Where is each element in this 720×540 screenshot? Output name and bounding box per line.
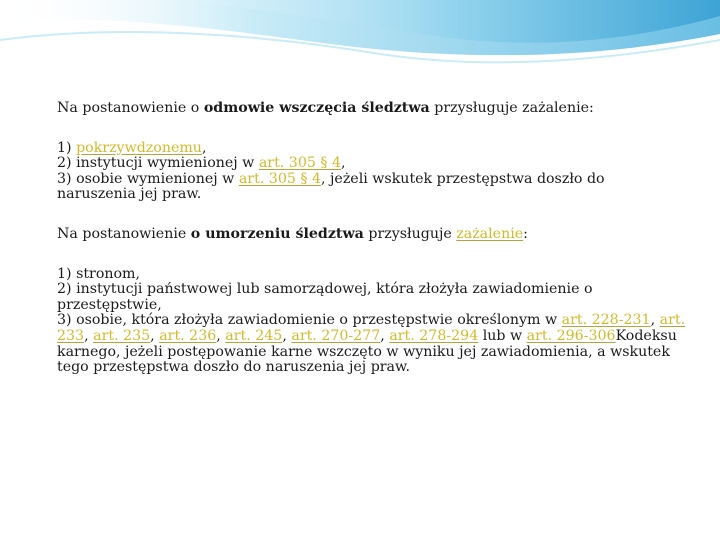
list-umorzenie bbox=[57, 267, 687, 376]
list-item: 2) instytucji wymienionej w art. 305 § 4, bbox=[57, 155, 346, 172]
list-odmowa bbox=[57, 141, 687, 203]
link-art[interactable]: art. 245 bbox=[225, 327, 283, 344]
link-art-305[interactable]: art. 305 § 4 bbox=[258, 155, 342, 172]
link-art[interactable]: art. 233 bbox=[57, 312, 686, 344]
list-item: 2) instytucji państwowej lub samorządowej, która złożyła zawiadomienie o przestępstwie, bbox=[57, 281, 593, 313]
paragraph-umorzenie: Na postanowienie o umorzeniu śledztwa przysługuje zażalenie: bbox=[57, 225, 528, 242]
paragraph-odmowa bbox=[57, 101, 687, 117]
text: Na postanowienie o bbox=[57, 100, 204, 116]
link-art[interactable]: art. 236 bbox=[159, 327, 217, 344]
bold-phrase: o umorzeniu śledztwa bbox=[190, 225, 364, 242]
link-art[interactable]: art. 278-294 bbox=[389, 327, 479, 344]
bold-phrase: odmowie wszczęcia śledztwa bbox=[203, 100, 430, 116]
link-art[interactable]: art. 296-306 bbox=[526, 327, 616, 344]
link-art[interactable]: art. 270-277 bbox=[291, 327, 381, 344]
list-item: 1) stronom, bbox=[57, 265, 141, 282]
link-art[interactable]: art. 235 bbox=[93, 327, 151, 344]
list-item: 3) osobie wymienionej w art. 305 § 4, jeżeli wskutek przestępstwa doszło do naruszenia jej praw. bbox=[57, 170, 605, 203]
text: przysługuje zażalenie: bbox=[429, 100, 594, 116]
list-item: 3) osobie, która złożyła zawiadomienie o przestępstwie określonym w art. 228-231, art. 233, art. 235, art. 236, art. 245, art. 270-277, art. 278-294 lub w art. 296-306Kodeksu karnego, jeżeli postępowanie karne wszczęto w wyniku jej zawiadomienia, a wskutek tego przestępstwa doszło do naruszenia jej praw. bbox=[57, 312, 686, 376]
decorative-wave-banner bbox=[0, 0, 720, 70]
link-art[interactable]: art. 228-231 bbox=[561, 312, 651, 329]
link-zazalenie[interactable]: zażalenie bbox=[456, 225, 524, 242]
link-art-305[interactable]: art. 305 § 4 bbox=[238, 170, 322, 187]
document-body bbox=[57, 101, 687, 376]
link-pokrzywdzonemu[interactable]: pokrzywdzonemu bbox=[76, 139, 202, 156]
list-item: 1) pokrzywdzonemu, bbox=[57, 139, 207, 156]
